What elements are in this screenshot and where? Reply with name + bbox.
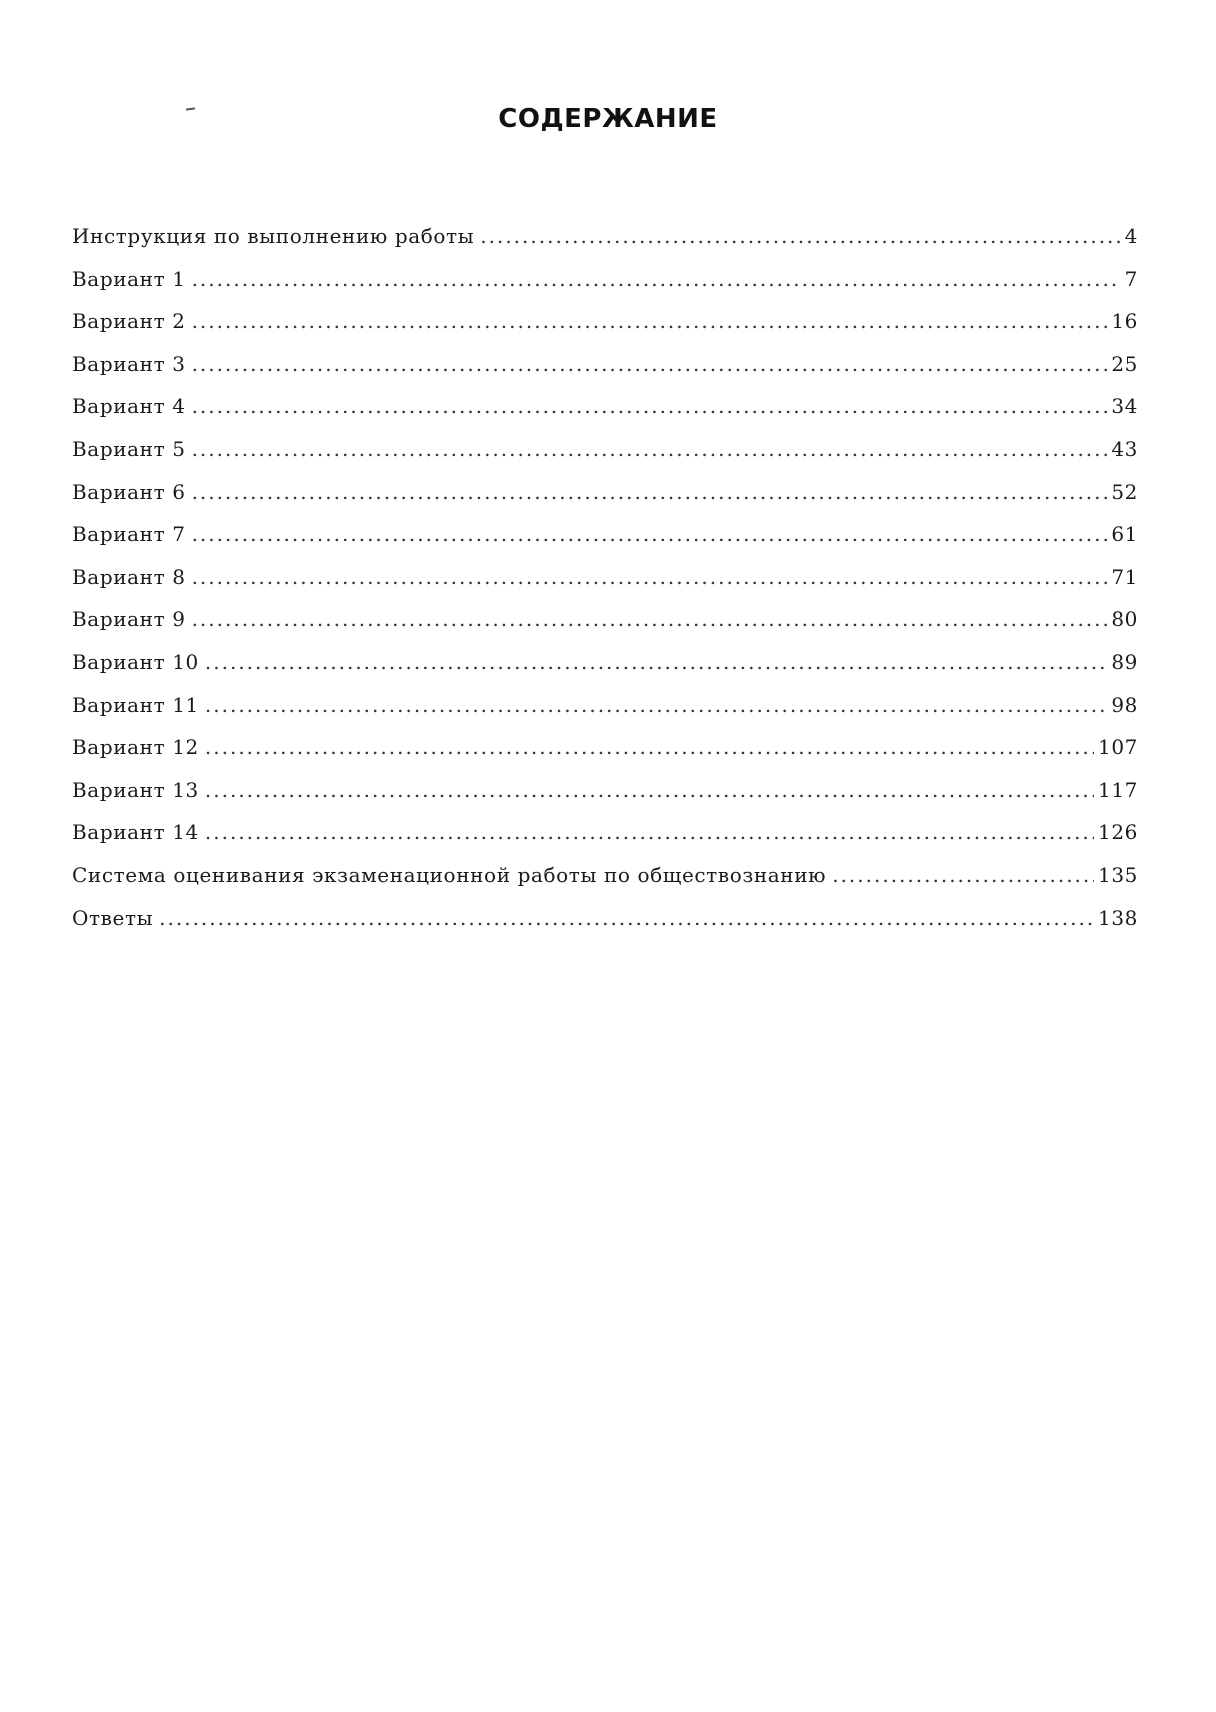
toc-entry-label: Вариант 9 <box>72 607 186 632</box>
toc-entry-variant-8[interactable] <box>72 565 1138 608</box>
toc-entry-variant-10[interactable] <box>72 650 1138 693</box>
toc-entry-label: Система оценивания экзаменационной работы по обществознанию <box>72 862 827 887</box>
toc-entry-page: 98 <box>1111 692 1138 717</box>
toc-entry-page: 16 <box>1111 309 1138 334</box>
toc-entry-page: 4 <box>1124 224 1138 248</box>
toc-entry-label: Вариант 6 <box>72 479 186 504</box>
toc-entry-variant-9[interactable] <box>72 607 1138 650</box>
toc-dot-leader <box>192 480 1108 504</box>
toc-entry-variant-11[interactable] <box>72 693 1138 736</box>
toc-entry-variant-14[interactable] <box>72 820 1138 863</box>
toc-dot-leader <box>192 267 1121 291</box>
toc-entry-label: Вариант 4 <box>72 394 186 419</box>
toc-dot-leader <box>205 778 1094 802</box>
toc-entry-grading-system[interactable] <box>72 863 1138 906</box>
toc-entry-variant-3[interactable] <box>72 352 1138 395</box>
toc-entry-label: Вариант 11 <box>72 692 199 717</box>
page-title: СОДЕРЖАНИЕ <box>498 104 718 134</box>
toc-entry-variant-2[interactable] <box>72 309 1138 352</box>
toc-entry-label: Вариант 12 <box>72 735 199 760</box>
toc-entry-variant-4[interactable] <box>72 394 1138 437</box>
table-of-contents <box>72 224 1138 948</box>
toc-dot-leader <box>205 820 1094 844</box>
toc-dot-leader <box>205 735 1094 759</box>
toc-dot-leader <box>832 863 1094 887</box>
toc-entry-answers[interactable] <box>72 906 1138 949</box>
toc-entry-page: 34 <box>1111 394 1138 419</box>
toc-entry-label: Вариант 10 <box>72 649 199 674</box>
toc-entry-page: 89 <box>1111 649 1138 674</box>
toc-entry-label: Вариант 3 <box>72 351 186 376</box>
toc-entry-variant-7[interactable] <box>72 522 1138 565</box>
toc-entry-variant-12[interactable] <box>72 735 1138 778</box>
toc-entry-label: Вариант 2 <box>72 309 186 334</box>
toc-entry-page: 80 <box>1111 607 1138 632</box>
toc-entry-page: 117 <box>1098 777 1138 802</box>
toc-dot-leader <box>192 352 1108 376</box>
toc-dot-leader <box>192 565 1108 589</box>
toc-dot-leader <box>159 906 1094 930</box>
toc-entry-page: 25 <box>1111 351 1138 376</box>
toc-entry-label: Ответы <box>72 905 154 930</box>
toc-dot-leader <box>192 309 1108 333</box>
toc-entry-page: 71 <box>1111 564 1138 589</box>
toc-dot-leader <box>192 437 1108 461</box>
toc-entry-variant-6[interactable] <box>72 480 1138 523</box>
toc-entry-page: 138 <box>1098 905 1138 930</box>
toc-entry-variant-1[interactable] <box>72 267 1138 310</box>
toc-entry-label: Вариант 1 <box>72 266 186 291</box>
toc-entry-page: 7 <box>1124 266 1138 291</box>
toc-entry-page: 107 <box>1098 735 1138 760</box>
toc-dot-leader <box>192 522 1108 546</box>
toc-entry-variant-5[interactable] <box>72 437 1138 480</box>
toc-dot-leader <box>205 693 1107 717</box>
toc-entry-page: 61 <box>1111 522 1138 547</box>
toc-entry-page: 126 <box>1098 820 1138 845</box>
toc-entry-page: 43 <box>1111 436 1138 461</box>
toc-entry-label: Вариант 7 <box>72 522 186 547</box>
toc-entry-label: Вариант 5 <box>72 436 186 461</box>
toc-dot-leader <box>205 650 1107 674</box>
toc-entry-label: Вариант 8 <box>72 564 186 589</box>
toc-dot-leader <box>192 607 1108 631</box>
toc-dot-leader <box>192 394 1108 418</box>
toc-entry-label: Инструкция по выполнению работы <box>72 224 475 248</box>
toc-entry-variant-13[interactable] <box>72 778 1138 821</box>
toc-entry-page: 52 <box>1111 479 1138 504</box>
toc-dot-leader <box>480 224 1120 248</box>
toc-entry-label: Вариант 14 <box>72 820 199 845</box>
toc-entry-page: 135 <box>1098 862 1138 887</box>
toc-entry-instructions[interactable] <box>72 224 1138 267</box>
toc-entry-label: Вариант 13 <box>72 777 199 802</box>
